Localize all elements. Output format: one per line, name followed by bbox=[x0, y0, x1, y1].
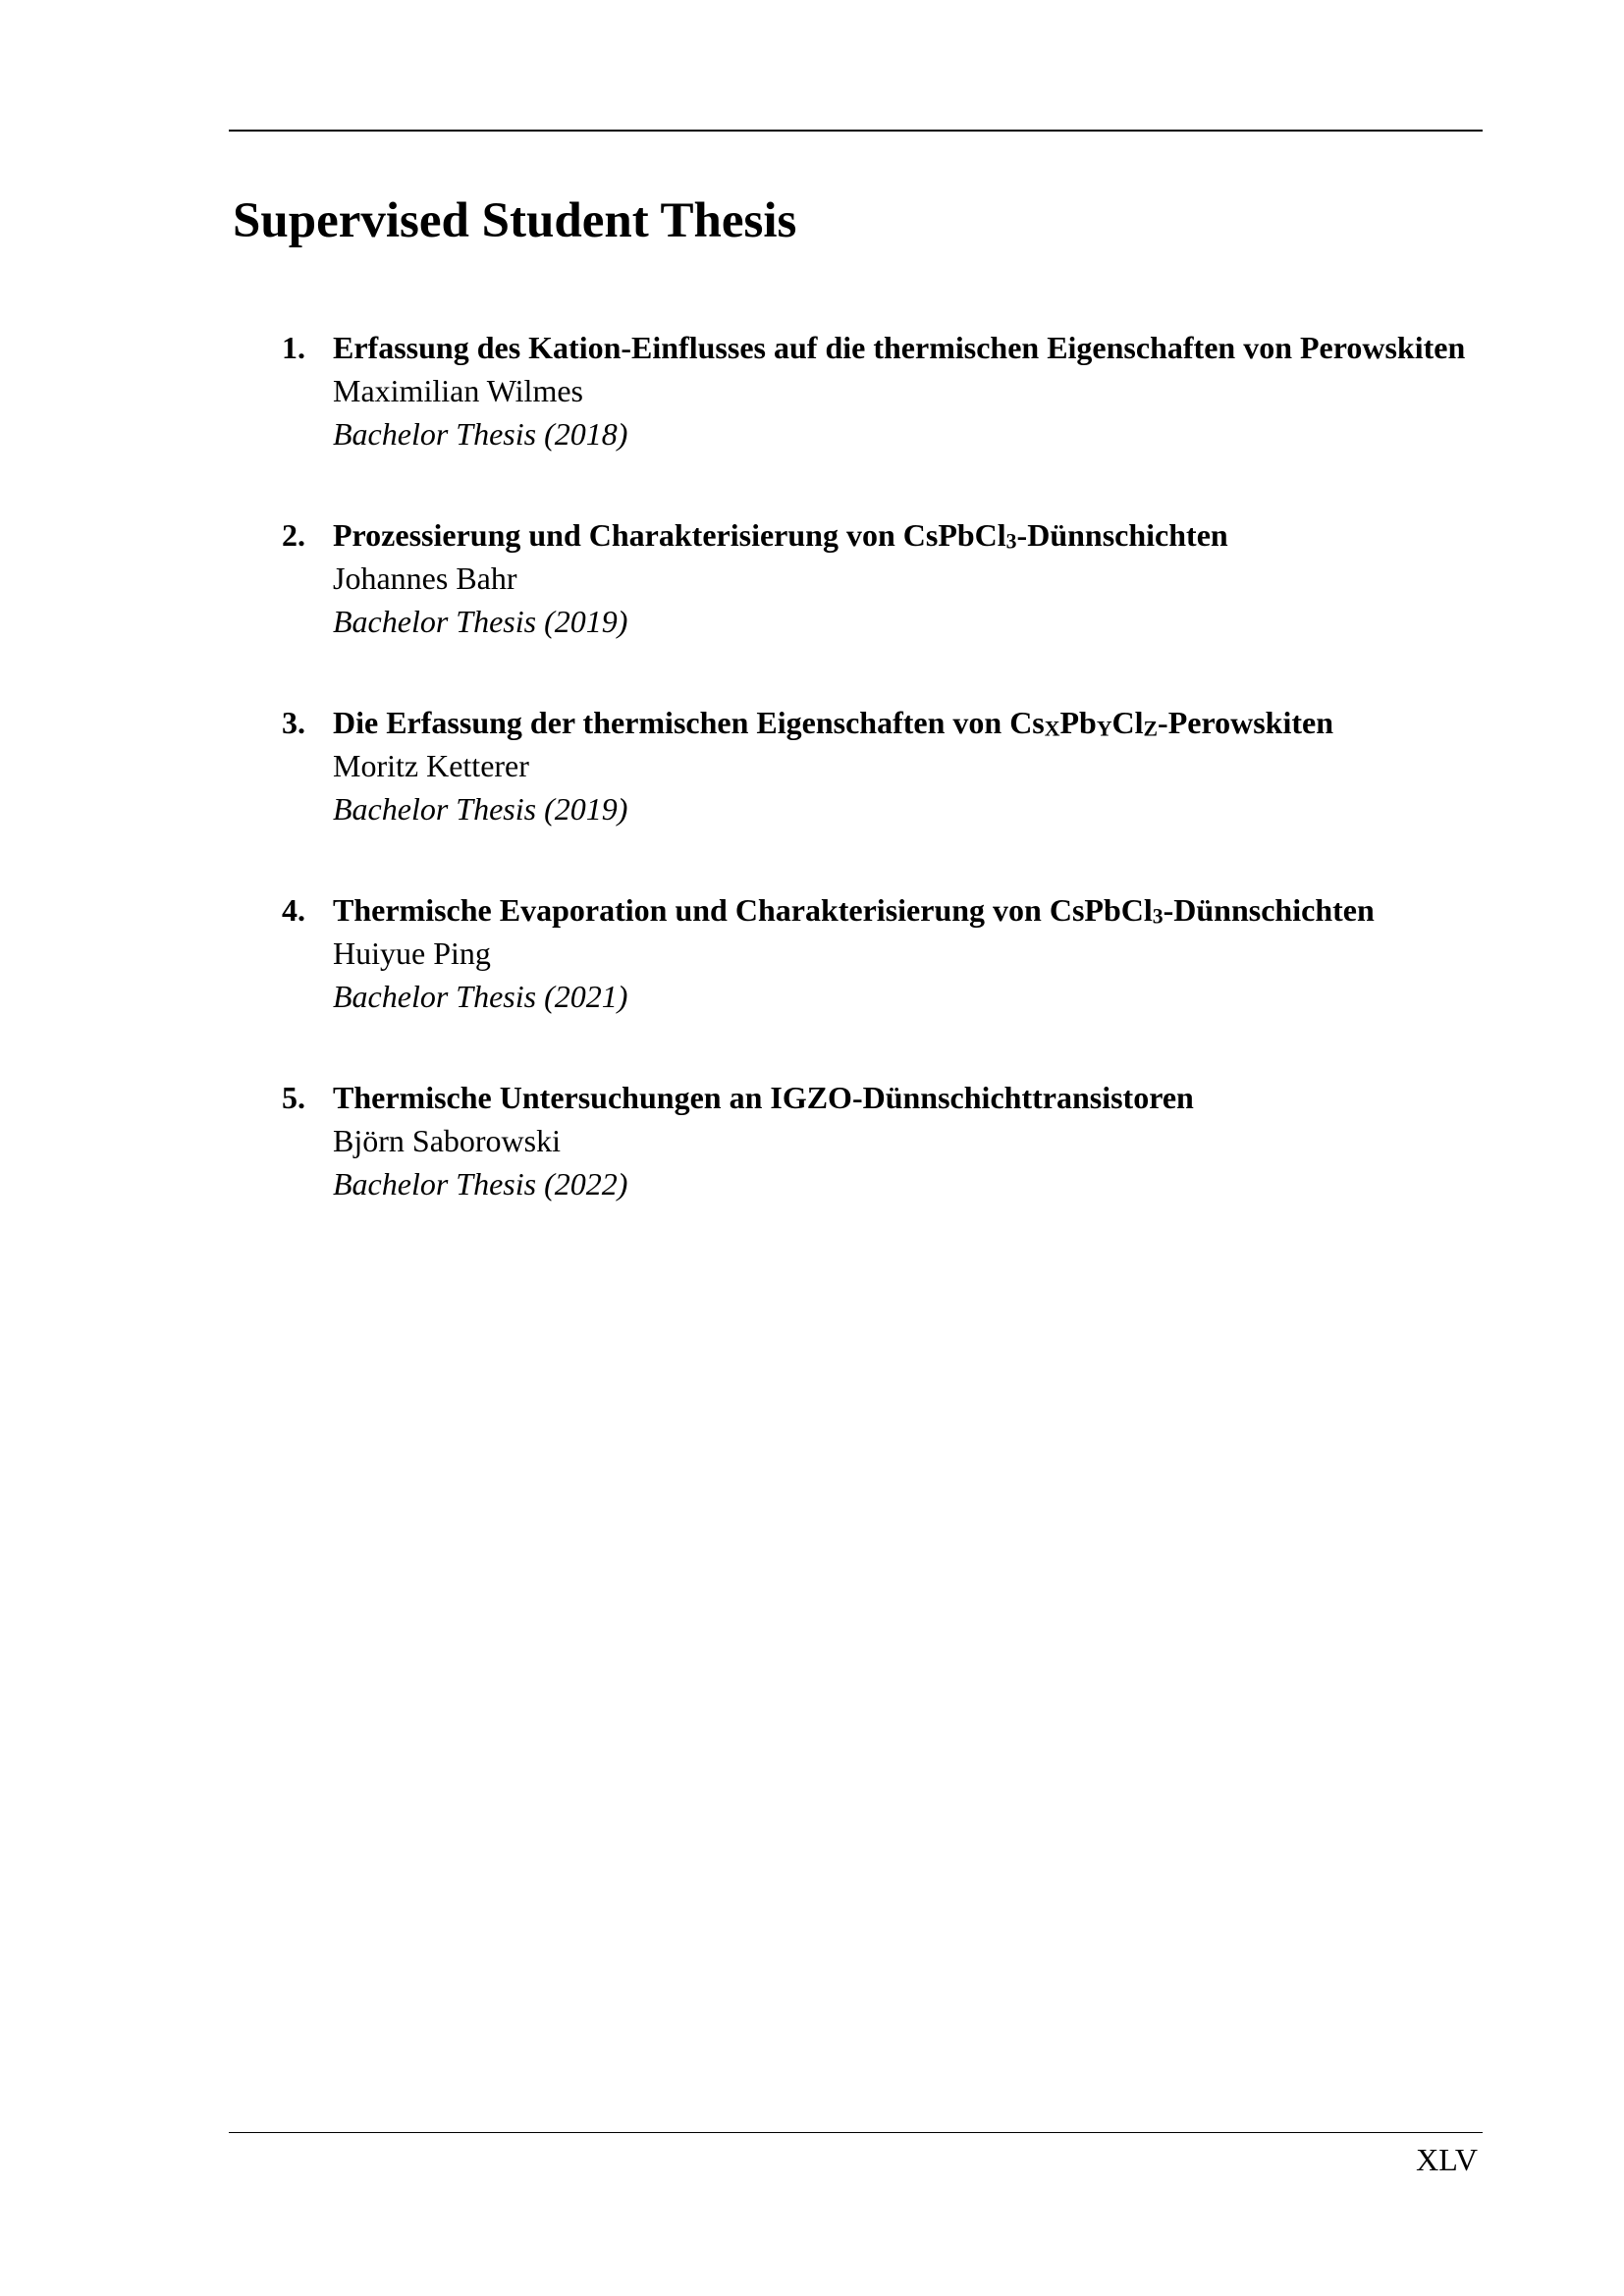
thesis-item-2 bbox=[282, 513, 1480, 643]
thesis-title: Erfassung des Kation-Einflusses auf die thermischen Eigenschaften von Perowskiten bbox=[333, 330, 1466, 365]
thesis-author: Johannes Bahr bbox=[333, 561, 517, 596]
thesis-type: Bachelor Thesis (2022) bbox=[333, 1166, 628, 1201]
thesis-item-1 bbox=[282, 326, 1480, 455]
thesis-number: 1. bbox=[282, 330, 305, 365]
thesis-title: Prozessierung und Charakterisierung von CsPbCl$_3$-Dünnschichten bbox=[333, 517, 1228, 554]
thesis-type: Bachelor Thesis (2021) bbox=[333, 979, 628, 1014]
thesis-author: Huiyue Ping bbox=[333, 935, 491, 971]
thesis-title: Die Erfassung der thermischen Eigenschaften von $Cs_XPb_YCl_Z$-Perowskiten bbox=[333, 705, 1333, 741]
thesis-author: Björn Saborowski bbox=[333, 1123, 561, 1158]
thesis-type: Bachelor Thesis (2018) bbox=[333, 416, 628, 452]
page-number: XLV bbox=[1416, 2142, 1478, 2177]
thesis-title: Thermische Untersuchungen an IGZO-Dünnschichttransistoren bbox=[333, 1080, 1194, 1115]
thesis-number: 5. bbox=[282, 1080, 305, 1115]
thesis-item-3 bbox=[282, 701, 1480, 830]
header-rule bbox=[229, 130, 1483, 132]
thesis-item-5 bbox=[282, 1076, 1480, 1205]
thesis-item-4 bbox=[282, 888, 1480, 1018]
thesis-type: Bachelor Thesis (2019) bbox=[333, 604, 628, 639]
thesis-author: Maximilian Wilmes bbox=[333, 373, 583, 408]
thesis-type: Bachelor Thesis (2019) bbox=[333, 791, 628, 827]
thesis-number: 2. bbox=[282, 517, 305, 553]
thesis-list bbox=[282, 326, 1480, 1263]
thesis-author: Moritz Ketterer bbox=[333, 748, 529, 783]
footer-rule bbox=[229, 2132, 1483, 2133]
thesis-number: 4. bbox=[282, 892, 305, 928]
thesis-title: Thermische Evaporation und Charakterisierung von CsPbCl$_3$-Dünnschichten bbox=[333, 892, 1375, 929]
thesis-number: 3. bbox=[282, 705, 305, 740]
page-title: Supervised Student Thesis bbox=[233, 193, 797, 248]
